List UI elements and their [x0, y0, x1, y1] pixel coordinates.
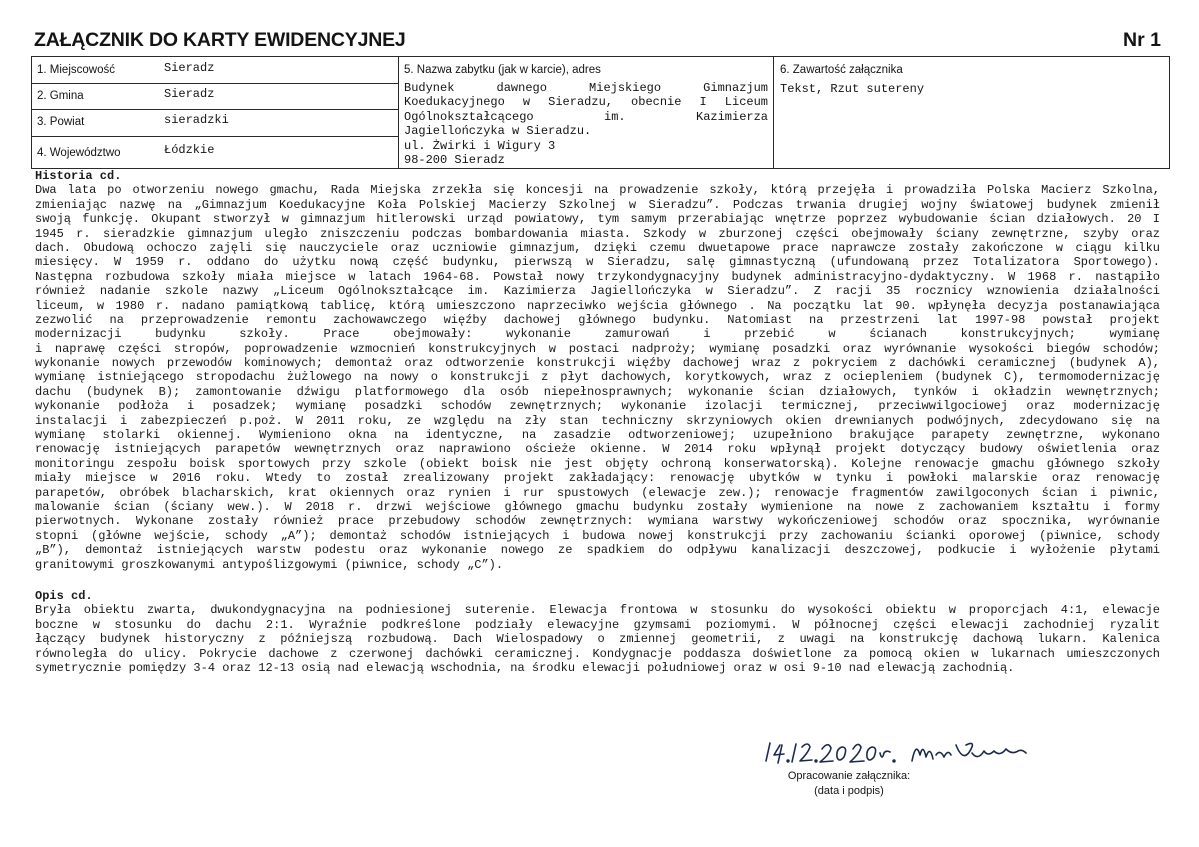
row-divider: [32, 136, 398, 137]
text-line: wymianę stolarki okiennej. Wymieniono okna na identyczne, na zasadzie odtworzeniowej; uzupełniono brakujące parapety zewnętrzne, wykonano: [35, 428, 1160, 443]
document-title: ZAŁĄCZNIK DO KARTY EWIDENCYJNEJ: [34, 29, 406, 51]
text-line: łączący budynek historyczny z późniejszą rozbudową. Dach Wielospadowy o zmiennej geometrii, z uwagi na konstrukcję dachową lukarn. Kalenica: [35, 632, 1160, 647]
column-divider: [398, 57, 399, 168]
text-line: liceum, w 1980 r. nadano pamiątkową tablicę, którą umieszczono naprzeciwko wejścia głównego . Na początku lat 90. wpłynęła decyzja postanawiająca: [35, 298, 1160, 313]
text-line: wykonanie podłoża i posadzek; wymianę posadzki schodów zewnętrznych; wykonanie izolacji termicznej, przeciwwilgociowej oraz modernizację: [35, 399, 1160, 414]
text-line: stopni (główne wejście, schody „A”); demontaż schodów istniejących i budowa nowej konstrukcji przy zachowaniu ścianki oporowej (piwnice, schody: [35, 528, 1160, 543]
address-line: Jagiellończyka w Sieradzu.: [404, 124, 592, 139]
address-line: Budynek dawnego Miejskiego Gimnazjum: [404, 81, 768, 95]
field-value-gmina: Sieradz: [164, 87, 215, 101]
text-line: również nadanie szkole nazwy „Liceum Ogólnokształcące im. Kazimierza Jagiellończyka w Sieradzu”. Z racji 35 rocznicy wznowienia działalności: [35, 284, 1160, 299]
text-line: 1945 r. sieradzkie gimnazjum uległo zniszczeniu podczas bombardowania miasta. Szkody w zburzonej części obejmowały ściany zewnętrzne, szyby oraz: [35, 226, 1160, 241]
text-line: Następna rozbudowa szkoły miała miejsce w latach 1964-68. Powstał nowy trzykondygnacyjny budynek administracyjno-dydaktyczny. W 1968 r. nastąpiło: [35, 269, 1160, 284]
text-line: miesięcy. W 1959 r. oddano do użytku nową część budynku, pierwszą w Sieradzu, salę gimnastyczną (ufundowaną przez Totalizatora Sportowego).: [35, 255, 1160, 270]
section-heading: Opis cd.: [35, 589, 93, 603]
opis-section: [35, 589, 1160, 675]
text-line: Dwa lata po otworzeniu nowego gmachu, Rada Miejska zrzekła się koncesji na prowadzenie szkoły, którą przejęła i prowadziła Polska Macierz Szkolna,: [35, 183, 1160, 198]
field-label-gmina: 2. Gmina: [37, 90, 84, 102]
section-heading: Historia cd.: [35, 169, 122, 183]
text-line: równoległa do ulicy. Pokrycie dachowe z czerwonej dachówki ceramicznej. Kondygnacje poddasza doświetlone za pomocą okien w lukarnach umieszczonych: [35, 646, 1160, 661]
text-line: renowację istniejących parapetów wewnętrznych oraz naprawiono ościeże okienne. W 2014 roku wpłynął projekt dotyczący budowy oświetlenia oraz: [35, 442, 1160, 457]
text-line: „B”), demontaż istniejących warstw podestu oraz wykonanie nowego ze spadkiem do odpływu kanalizacji deszczowej, podkucie i wyłożenie płytami: [35, 543, 1160, 558]
text-line: i naprawę części stropów, poprowadzenie wzmocnień konstrukcyjnych w postaci nadproży; wymianę posadzki oraz wyrównanie wysokości biegów schodów;: [35, 341, 1160, 356]
text-line: modernizacji budynku szkoły. Prace obejmowały: wykonanie zamurowań i przebić w ścianach konstrukcyjnych; wymianę: [35, 327, 1160, 342]
text-line: malowanie ścian (ściany wew.). W 2018 r. drzwi wejściowe głównego gmachu budynku zostały wymienione na nowe z zachowaniem kształtu i formy: [35, 499, 1160, 514]
row-divider: [32, 83, 398, 84]
registry-fields-table: [31, 56, 1170, 169]
field-value-powiat: sieradzki: [164, 113, 229, 127]
field-value-zawartosc: Tekst, Rzut sutereny: [780, 82, 925, 96]
field-label-zawartosc: 6. Zawartość załącznika: [780, 64, 903, 76]
text-line: parapetów, obróbek blacharskich, krat okiennych oraz rynien i rur spustowych (elewacje zew.); renowacje fragmentów zawilgoconych ścian i piwnic,: [35, 485, 1160, 500]
text-line: wymianę istniejącego stropodachu żużlowego na nowy o konstrukcji z płyt dachowych, korytkowych, wraz z ociepleniem (budynek C), termomodernizację: [35, 370, 1160, 385]
address-line: 98-200 Sieradz: [404, 153, 505, 168]
field-label-miejscowosc: 1. Miejscowość: [37, 64, 115, 76]
text-line: instalacji i zabezpieczeń p.poż. W 2011 roku, ze względu na zły stan techniczny skrzyniowych okien drewnianych podwójnych, zdecydowano się na: [35, 413, 1160, 428]
field-value-wojewodztwo: Łódzkie: [164, 143, 215, 157]
text-line: pierwotnych. Wykonane zostały również prace przebudowy schodów zewnętrznych: wymiana warstwy wykończeniowej schodów oraz spocznika, wyrównanie: [35, 514, 1160, 529]
historia-section: [35, 169, 1160, 572]
document-number: Nr 1: [1123, 29, 1161, 51]
address-line: Ogólnokształcącego im. Kazimierza: [404, 109, 768, 124]
signature-caption-hint: (data i podpis): [814, 785, 884, 797]
historia-text: [35, 183, 1160, 572]
field-value-miejscowosc: Sieradz: [164, 61, 215, 75]
address-line: ul. Żwirki i Wigury 3: [404, 138, 556, 153]
field-label-powiat: 3. Powiat: [37, 116, 85, 128]
text-line: wykonanie nowych przewodów kominowych; demontaż oraz odtworzenie konstrukcji więźby dachowej wraz z pokryciem z dachówki ceramicznej (budynek A),: [35, 356, 1160, 371]
column-divider: [773, 57, 774, 168]
field-label-wojewodztwo: 4. Województwo: [37, 147, 121, 159]
text-line: granitowymi groszkowanymi antypoślizgowymi (piwnice, schody „C”).: [35, 557, 504, 572]
opis-text: [35, 603, 1160, 675]
text-line: dach. Obudową ochoczo zajęli się nauczyciele oraz uczniowie gimnazjum, dzięki czemu dwuetapowe prace naprawcze zostały zakończone w ciągu kilku: [35, 240, 1160, 255]
signature-caption: [782, 769, 916, 799]
text-line: zezwolić na przeprowadzenie remontu zachowawczego więźby dachowej głównego budynku. Natomiast na przestrzeni lat 1997-98 powstał projekt: [35, 312, 1160, 327]
text-line: dachu (budynek B); zamontowanie dźwigu platformowego dla osób niepełnosprawnych; wykonanie ścian działowych, tynków i okładzin wewnętrznych;: [35, 384, 1160, 399]
text-line: symetrycznie pomiędzy 3-4 oraz 12-13 osią nad elewacją wschodnia, na środku elewacji południowej oraz w osi 9-10 nad elewacją zachodnią.: [35, 660, 1015, 675]
signature-caption-title: Opracowanie załącznika:: [787, 770, 911, 782]
text-line: miały miejsce w 2016 roku. Wtedy to został zrealizowany projekt zakładający: renowację ubytków w tynku i powłoki malarskie oraz renowację: [35, 471, 1160, 486]
row-divider: [32, 109, 398, 110]
text-line: boczne w stosunku do dachu 2:1. Wyraźnie podkreślone podziały elewacyjne gzymsami poziomymi. W północnej części elewacji zachodniej ryzalit: [35, 617, 1160, 632]
text-line: swoją funkcję. Okupant stworzył w gimnazjum hitlerowski urząd powiatowy, tym samym przerabiając wnętrze poprzez wybudowanie ścian działowych. 20 I: [35, 212, 1160, 227]
text-line: zmieniając nazwę na „Gimnazjum Koedukacyjne Koła Polskiej Macierzy Szkolnej w Sieradzu”. Podczas trwania drugiej wojny światowej budynek zmienił: [35, 197, 1160, 212]
field-value-nazwa-zabytku: [404, 81, 768, 167]
address-line: Koedukacyjnego w Sieradzu, obecnie I Liceum: [404, 95, 768, 110]
text-line: Bryła obiektu zwarta, dwukondygnacyjna na podniesionej suterenie. Elewacja frontowa w stosunku do wysokości obiektu w proporcjach 4:1, elewacje: [35, 603, 1160, 618]
field-label-nazwa-zabytku: 5. Nazwa zabytku (jak w karcie), adres: [404, 64, 601, 76]
text-line: monitoringu zespołu boisk sportowych przy szkole (obiekt boisk nie jest objęty ochroną konserwatorską). Kolejne renowacje gmachu głównego szkoły: [35, 456, 1160, 471]
